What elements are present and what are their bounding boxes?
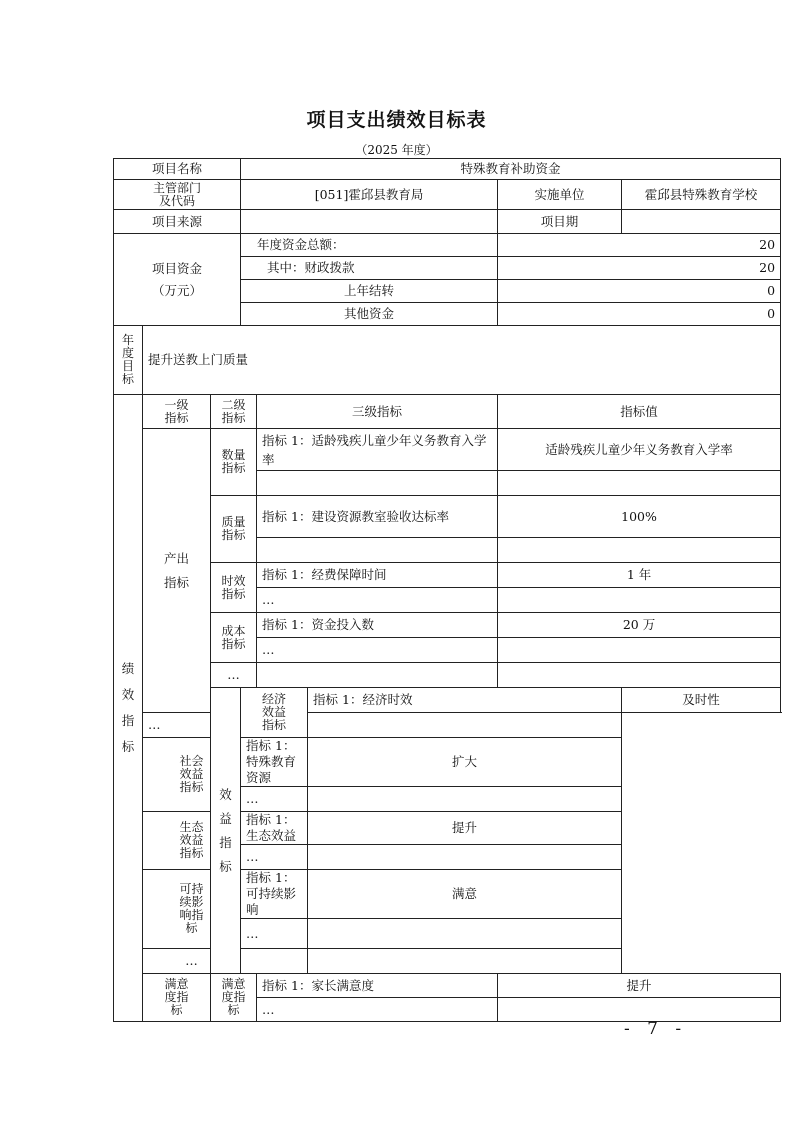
funds-row-label: 上年结转	[241, 280, 498, 303]
sustain-label-line3: 响指	[179, 908, 204, 922]
annual-goal-label	[114, 326, 143, 395]
satisfaction-label	[143, 974, 211, 1022]
row-benefit-ellipsis	[114, 949, 781, 974]
performance-table	[113, 158, 781, 1022]
impl-unit-label: 实施单位	[498, 180, 622, 210]
econ-indicator: 指标 1：经济时效	[308, 688, 622, 713]
timeliness-value: 1 年	[498, 563, 781, 588]
quality-label-line1: 质量	[221, 515, 246, 529]
blank-cell	[498, 638, 781, 663]
row-output-ellipsis	[114, 663, 781, 688]
header-level2-line2: 指标	[221, 410, 246, 425]
row-cost	[114, 613, 781, 638]
benefit-label-line1: 效益	[219, 786, 232, 826]
ellipsis-cell: …	[241, 845, 308, 870]
row-quantity	[114, 429, 781, 471]
timeliness-label	[211, 563, 257, 613]
project-name-value: 特殊教育补助资金	[241, 159, 781, 180]
funds-row-value: 20	[498, 234, 781, 257]
satisfaction-label-line3: 标	[170, 1003, 183, 1017]
project-name-label: 项目名称	[114, 159, 241, 180]
eco-value: 提升	[308, 812, 622, 845]
ellipsis-cell: …	[143, 949, 241, 974]
row-econ-ellipsis	[114, 713, 781, 738]
cost-label-line2: 指标	[221, 636, 246, 651]
quality-label-line2: 指标	[221, 528, 246, 542]
perf-side-char: 效	[121, 687, 135, 702]
timeliness-label-line2: 指标	[221, 586, 246, 601]
satisfaction-indicator: 指标 1：家长满意度	[257, 974, 498, 998]
perf-side-label	[114, 395, 143, 1022]
output-label-line1: 产出	[163, 550, 189, 566]
goal-char: 目	[121, 359, 134, 373]
row-sustain	[114, 870, 781, 919]
blank-cell	[241, 949, 308, 974]
row-source	[114, 210, 781, 234]
page-number: - 7 -	[624, 1019, 688, 1039]
econ-value: 及时性	[622, 688, 781, 713]
blank-cell	[257, 663, 498, 688]
perf-side-char: 指	[121, 713, 135, 728]
sustain-label-line2: 续影	[179, 895, 204, 909]
satisfaction-sub-label	[211, 974, 257, 1022]
year-subtitle: （2025 年度）	[355, 143, 438, 157]
row-annual-goal	[114, 326, 781, 395]
quality-value: 100%	[498, 496, 781, 538]
funds-label	[114, 234, 241, 326]
satisfaction-sub-label-line1: 满意	[221, 977, 246, 991]
satisfaction-label-line2: 度指	[164, 990, 189, 1004]
ellipsis-cell: …	[143, 713, 241, 738]
ellipsis-cell: …	[257, 588, 498, 613]
funds-row-value: 0	[498, 303, 781, 326]
social-label-line1: 社会	[179, 754, 204, 768]
satisfaction-label-line1: 满意	[164, 977, 189, 991]
dept-label-line2: 及代码	[159, 193, 196, 208]
funds-row-label: 年度资金总额：	[241, 234, 498, 257]
blank-cell	[498, 998, 781, 1022]
funds-row-value: 0	[498, 280, 781, 303]
source-value	[241, 210, 498, 234]
econ-label	[241, 688, 308, 738]
output-label-line2: 指标	[163, 574, 189, 590]
satisfaction-value: 提升	[498, 974, 781, 998]
header-level1-line1: 一级	[164, 397, 189, 412]
goal-char: 年	[121, 333, 134, 347]
ellipsis-cell: …	[257, 638, 498, 663]
timeliness-label-line1: 时效	[221, 573, 246, 588]
blank-cell	[308, 787, 622, 812]
dept-value: [051]霍邱县教育局	[241, 180, 498, 210]
goal-char: 度	[121, 346, 134, 360]
blank-cell	[308, 949, 622, 974]
quantity-label-line2: 指标	[221, 461, 246, 475]
quality-label	[211, 496, 257, 563]
row-econ	[114, 688, 781, 713]
row-funds-total	[114, 234, 781, 257]
dept-label	[114, 180, 241, 210]
row-quality	[114, 496, 781, 538]
quality-indicator: 指标 1：建设资源教室验收达标率	[257, 496, 498, 538]
funds-row-value: 20	[498, 257, 781, 280]
eco-indicator: 指标 1：生态效益	[241, 812, 308, 845]
funds-row-label: 其中：财政拨款	[241, 257, 498, 280]
header-value: 指标值	[498, 395, 781, 429]
cost-label-line1: 成本	[221, 623, 246, 638]
blank-cell	[498, 538, 781, 563]
ellipsis-cell: …	[241, 919, 308, 949]
goal-char: 标	[121, 372, 134, 386]
eco-label-line3: 指标	[179, 846, 204, 860]
blank-cell	[257, 538, 498, 563]
eco-label-line2: 效益	[179, 833, 204, 847]
satisfaction-sub-label-line2: 度指	[221, 990, 246, 1004]
page-title: 项目支出绩效目标表	[306, 109, 487, 131]
blank-cell	[308, 845, 622, 870]
social-label-line3: 指标	[179, 780, 204, 794]
blank-cell	[308, 713, 622, 738]
perf-side-char: 标	[121, 739, 135, 754]
funds-row-label: 其他资金	[241, 303, 498, 326]
blank-cell	[308, 919, 622, 949]
cost-indicator: 指标 1：资金投入数	[257, 613, 498, 638]
ellipsis-cell: …	[241, 787, 308, 812]
header-level2-line1: 二级	[221, 397, 246, 412]
social-label-line2: 效益	[179, 767, 204, 781]
perf-side-char: 绩	[121, 661, 135, 676]
row-department	[114, 180, 781, 210]
row-eco	[114, 812, 781, 845]
satisfaction-sub-label-line3: 标	[227, 1003, 240, 1017]
header-level2	[211, 395, 257, 429]
period-label: 项目期	[498, 210, 622, 234]
dept-label-line1: 主管部门	[153, 180, 202, 195]
sustain-label	[143, 870, 241, 949]
annual-goal-text: 提升送教上门质量	[143, 326, 781, 395]
econ-label-line3: 指标	[262, 718, 287, 732]
funds-label-line1: 项目资金	[152, 260, 203, 276]
eco-label-line1: 生态	[179, 820, 204, 834]
row-perf-header	[114, 395, 781, 429]
ellipsis-cell: …	[211, 663, 257, 688]
quantity-label-line1: 数量	[221, 448, 246, 462]
source-label: 项目来源	[114, 210, 241, 234]
output-label	[143, 429, 211, 713]
econ-label-line2: 效益	[262, 705, 287, 719]
blank-cell	[257, 471, 498, 496]
funds-label-line2: （万元）	[152, 282, 203, 298]
ellipsis-cell: …	[257, 998, 498, 1022]
timeliness-indicator: 指标 1：经费保障时间	[257, 563, 498, 588]
social-indicator: 指标 1：特殊教育资源	[241, 738, 308, 787]
quantity-indicator: 指标 1：适龄残疾儿童少年义务教育入学率	[257, 429, 498, 471]
row-timeliness	[114, 563, 781, 588]
sustain-label-line4: 标	[185, 921, 198, 935]
quantity-value: 适龄残疾儿童少年义务教育入学率	[498, 429, 781, 471]
row-satisfaction	[114, 974, 781, 998]
row-project-name	[114, 159, 781, 180]
blank-cell	[498, 663, 781, 688]
sustain-value: 满意	[308, 870, 622, 919]
benefit-label-line2: 指标	[219, 834, 232, 874]
blank-cell	[498, 471, 781, 496]
sustain-indicator: 指标 1：可持续影响	[241, 870, 308, 919]
cost-label	[211, 613, 257, 663]
blank-cell	[498, 588, 781, 613]
header-level1	[143, 395, 211, 429]
sustain-label-line1: 可持	[179, 882, 204, 896]
quantity-label	[211, 429, 257, 496]
period-value	[622, 210, 781, 234]
header-level3: 三级指标	[257, 395, 498, 429]
header-level1-line2: 指标	[164, 410, 189, 425]
row-social	[114, 738, 781, 787]
impl-unit-value: 霍邱县特殊教育学校	[622, 180, 781, 210]
social-value: 扩大	[308, 738, 622, 787]
econ-label-line1: 经济	[262, 692, 287, 706]
cost-value: 20 万	[498, 613, 781, 638]
